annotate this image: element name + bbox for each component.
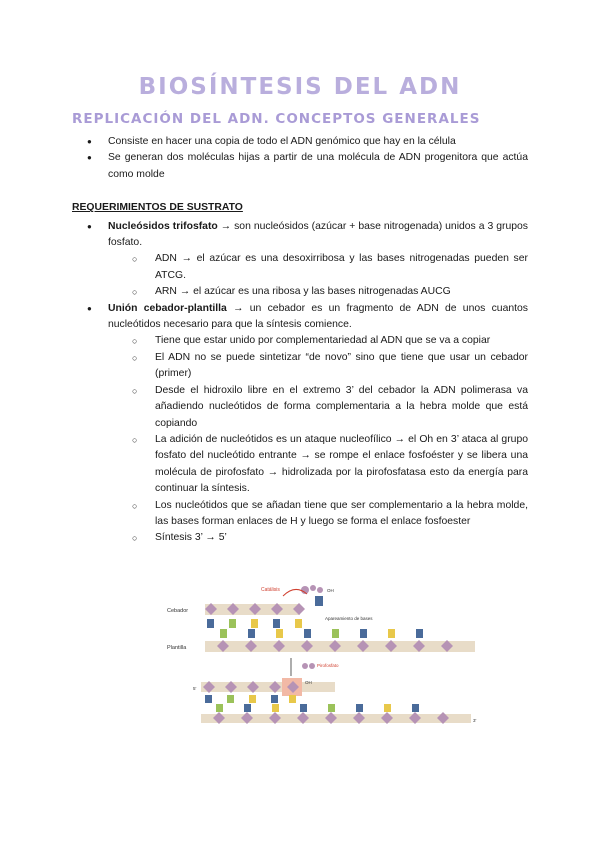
list-item: ○ ARN → el azúcar es una ribosa y las bases nitrogenadas AUCG — [119, 284, 528, 300]
diagram-svg — [165, 582, 535, 727]
requirements-list — [72, 219, 528, 547]
list-item: ● Unión cebador-plantilla → un cebador es un fragmento de ADN de unos cuantos nucleótidos necesario para que la síntesis comience. ○ Tiene que estar unido por complementariedad al ADN que se va a copiar ○ El ADN no se puede sintetizar “de novo” sino que tiene que usar un cebador (primer) ○ Desde el hidroxilo libre en el extremo 3’ del cebador la ADN polimerasa va añadiendo nucleótidos de forma complementaria a la hebra molde que está copiando ○ La adición de nucleótidos es un ataque nucleofílico → el Oh en 3’ ataca al grupo fosfato del nucleótido entrante → se rompe el enlace fosfoéster y se libera una molécula de pirofosfato → hidrolizada por la pirofosfatasa esto da energía para continuar la síntesis. ○ Los nucleótidos que se añadan tiene que ser complementario a la hebra molde, las bases forman enlaces de H y luego se forma el enlace fosfoester ○ Síntesis 3’ → 5’ — [72, 301, 528, 547]
label-apareamiento: Apareamiento de bases — [325, 616, 373, 621]
section-heading: REQUERIMIENTOS DE SUSTRATO — [72, 202, 243, 214]
list-item: ● Consiste en hacer una copia de todo el ADN genómico que hay en la célula — [72, 134, 528, 150]
list-item: ○ La adición de nucleótidos es un ataque nucleofílico → el Oh en 3’ ataca al grupo fosfato del nucleótido entrante → se rompe el enlace fosfoéster y se libera una molécula de pirofosfato → hidrolizada por la pirofosfatasa esto da energía para continuar la síntesis. — [119, 432, 528, 498]
label-oh-top: OH — [327, 588, 334, 593]
pyrophosphate — [302, 663, 315, 669]
dna-polymerase-diagram — [165, 582, 535, 727]
cebador-strand-extended — [201, 682, 335, 692]
label-3-prime: 3' — [473, 718, 477, 723]
document-title: BIOSÍNTESIS DEL ADN — [138, 74, 462, 100]
sub-list — [105, 251, 528, 300]
term: Nucleósidos trifosfato — [108, 220, 218, 232]
list-item: ○ Síntesis 3’ → 5’ — [119, 530, 528, 546]
incoming-nucleotide — [301, 585, 323, 606]
top-bases — [207, 619, 423, 638]
list-item: ● Se generan dos moléculas hijas a partir de una molécula de ADN progenitora que actúa como molde — [72, 150, 528, 183]
list-item: ○ ADN → el azúcar es una desoxirribosa y las bases nitrogenadas pueden ser ATCG. — [119, 251, 528, 284]
label-5-prime: 5' — [193, 686, 197, 691]
label-cebador: Cebador — [167, 608, 189, 614]
label-catalisis: Catálisis — [261, 587, 280, 593]
list-item: ○ Desde el hidroxilo libre en el extremo 3’ del cebador la ADN polimerasa va añadiendo nucleótidos de forma complementaria a la hebra molde que está copiando — [119, 383, 528, 432]
section-subtitle: REPLICACIÓN DEL ADN. CONCEPTOS GENERALES — [72, 111, 481, 127]
list-item: ○ El ADN no se puede sintetizar “de novo” sino que tiene que usar un cebador (primer) — [119, 350, 528, 383]
label-pirofosfato: Pirofosfato — [317, 663, 339, 668]
intro-list — [72, 134, 528, 183]
document-body — [72, 134, 528, 547]
list-item: ○ Los nucleótidos que se añadan tiene que ser complementario a la hebra molde, las bases forman enlaces de H y luego se forma el enlace fosfoester — [119, 498, 528, 531]
label-oh-bottom: OH — [305, 680, 312, 685]
list-item: ● Nucleósidos trifosfato → son nucleósidos (azúcar + base nitrogenada) unidos a 3 grupos fosfato. ○ ADN → el azúcar es una desoxirribosa y las bases nitrogenadas pueden ser ATCG. ○ ARN → el azúcar es una ribosa y las bases nitrogenadas AUCG — [72, 219, 528, 301]
label-plantilla: Plantilla — [167, 645, 187, 651]
sub-list — [105, 333, 528, 546]
term: Unión cebador-plantilla — [108, 302, 227, 314]
bottom-bases — [205, 695, 419, 712]
list-item: ○ Tiene que estar unido por complementariedad al ADN que se va a copiar — [119, 333, 528, 349]
